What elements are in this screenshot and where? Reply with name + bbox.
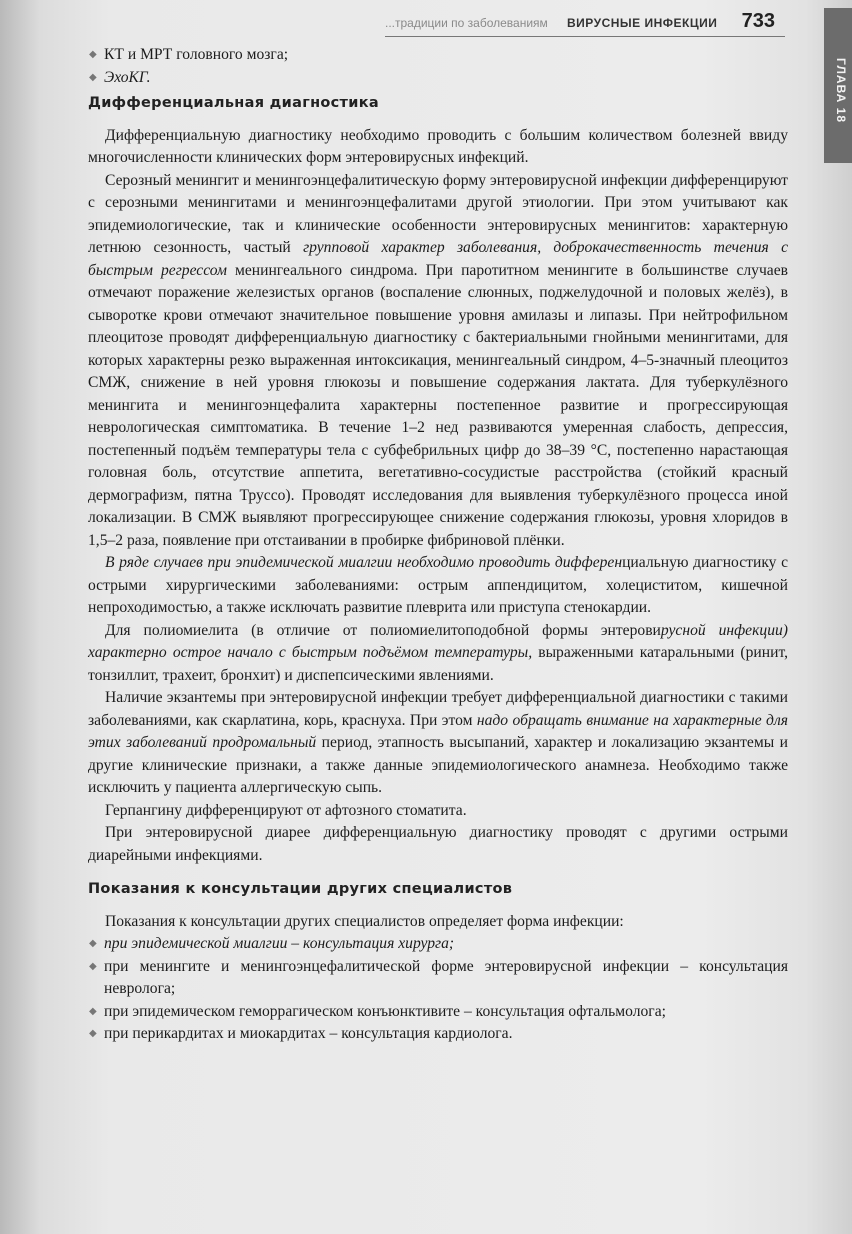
paragraph-text: выраженными катаральными (ринит, тонзиллит, трахеит, бронхит) и диспепсическими явлениями.	[88, 644, 788, 684]
paragraph	[88, 552, 788, 620]
paragraph-italic: русной инфекции) характерно острое начало с быстрым подъёмом температуры,	[88, 621, 788, 661]
paragraph: Дифференциальную диагностику необходимо проводить с большим количеством болезней ввиду многочисленности клинических форм энтеровирусных инфекций.	[88, 126, 788, 166]
paragraph-text: циальную диагностику с острыми хирургическими заболеваниями: острым аппендицитом, холециститом, кишечной непроходимостью, а также исключать развитие плеврита или приступа стенокардии.	[88, 554, 788, 616]
list-item-text-italic: при эпидемической миалгии – консультация хирурга;	[104, 935, 455, 952]
list-item-text: при эпидемическом геморрагическом конъюнктивите – консультация офтальмолога;	[104, 1002, 666, 1020]
list-item-text: КТ и МРТ головного мозга;	[104, 46, 289, 63]
list-item-text: при перикардитах и миокардитах – консультация кардиолога.	[104, 1025, 513, 1042]
page-number: 733	[741, 10, 775, 32]
paragraph: При энтеровирусной диарее дифференциальную диагностику проводят с другими острыми диарейными инфекциями.	[88, 824, 788, 864]
list-item-text	[104, 933, 788, 956]
paragraph: Показания к консультации других специалистов определяет форма инфекции:	[105, 912, 624, 930]
paragraph-text: Наличие экзантемы при энтеровирусной инфекции требует дифференциальной диагностики с такими заболеваниями, как скарлатина, корь, краснуха. При этом	[88, 689, 788, 729]
bullet-diamond-icon: ◆	[89, 71, 97, 83]
list-item	[88, 956, 788, 1001]
paragraph-italic: надо обращать внимание на характерные для этих заболеваний продромальный	[88, 711, 788, 751]
list-item-text-italic: ЭхоКГ.	[104, 68, 151, 86]
bullet-diamond-icon: ◆	[89, 960, 97, 972]
list-item-text	[104, 67, 788, 90]
paragraph-italic: групповой характер заболевания, доброкачественность течения с быстрым регрессом	[88, 239, 789, 279]
list-item	[88, 933, 788, 956]
bullet-diamond-icon: ◆	[89, 938, 97, 949]
running-head-section: ВИРУСНЫЕ ИНФЕКЦИИ	[567, 16, 718, 30]
paragraph-text: период, этапность высыпаний, характер и локализацию экзантемы и другие клинические признаки, а также данные эпидемиологического анамнеза. Необходимо также исключить у пациента аллергическую сыпь.	[88, 734, 788, 796]
paragraph-text: Для полиомиелита (в отличие от полиомиелитоподобной формы энтерови	[105, 621, 661, 639]
list-item	[88, 1001, 788, 1024]
list-item	[88, 44, 788, 67]
chapter-tab-label: ГЛАВА 18	[834, 58, 848, 124]
section-heading-consultation: Показания к консультации других специалистов	[88, 881, 513, 897]
chapter-side-tab	[824, 8, 852, 163]
paragraph-text: Серозный менингит и менингоэнцефалитическую форму энтеровирусной инфекции дифференцируют с серозными менингитами и менингоэнцефалитами другой этиологии. При этом учитывают как эпидемиологические, так и клинические особенности энтеровирусных менингитов: характерную летнюю сезонность, частый	[88, 171, 788, 256]
bullet-diamond-icon: ◆	[89, 49, 97, 60]
list-item-text: при менингите и менингоэнцефалитической форме энтеровирусной инфекции – консультация невролога;	[104, 957, 788, 997]
running-head-chapter: ...традиции по заболеваниям	[385, 16, 548, 30]
paragraph	[88, 170, 788, 553]
bullet-diamond-icon: ◆	[89, 1005, 97, 1017]
section-heading-differential: Дифференциальная диагностика	[88, 95, 379, 111]
paragraph-text: менингеального синдрома. При паротитном менингите в большинстве случаев отмечают поражение железистых органов (воспаление слюнных, поджелудочной и половых желёз), в сыворотке крови отмечают значительное повышение уровня амилазы и липазы. При нейтрофильном плеоцитозе проводят дифференциальную диагностику с бактериальными гнойными менингитами, для которых характерны резко выраженная интоксикация, менингеальный синдром, 4–5-значный плеоцитоз СМЖ, снижение в ней уровня глюкозы и повышение содержания лактата. Для туберкулёзного менингита и менингоэнцефалита характерны постепенное развитие и прогрессирующая неврологическая симптоматика. В течение 1–2 нед развиваются умеренная слабость, депрессия, постепенный подъём температуры тела с субфебрильных цифр до 38–39 °С, постепенно нарастающая головная боль, отсутствие аппетита, вегетативно-сосудистые расстройства (стойкий красный дермографизм, пятна Труссо). Проводят исследования для выявления туберкулёзного процесса иной локализации. В СМЖ выявляют прогрессирующее снижение содержания глюкозы, уровня хлоридов в 1,5–2 раза, появление при отстаивании в пробирке фибриновой плёнки.	[88, 261, 789, 549]
paragraph	[88, 620, 788, 688]
paragraph: Герпангину дифференцируют от афтозного стоматита.	[105, 801, 467, 819]
running-head	[385, 10, 785, 37]
list-item	[88, 1023, 788, 1046]
list-item	[88, 67, 788, 90]
spacer	[88, 867, 788, 875]
paragraph-italic: В ряде случаев при эпидемической миалгии необходимо проводить дифферен	[105, 554, 623, 571]
page-content	[88, 44, 788, 1046]
bullet-diamond-icon: ◆	[89, 1028, 97, 1039]
paragraph	[88, 687, 788, 800]
